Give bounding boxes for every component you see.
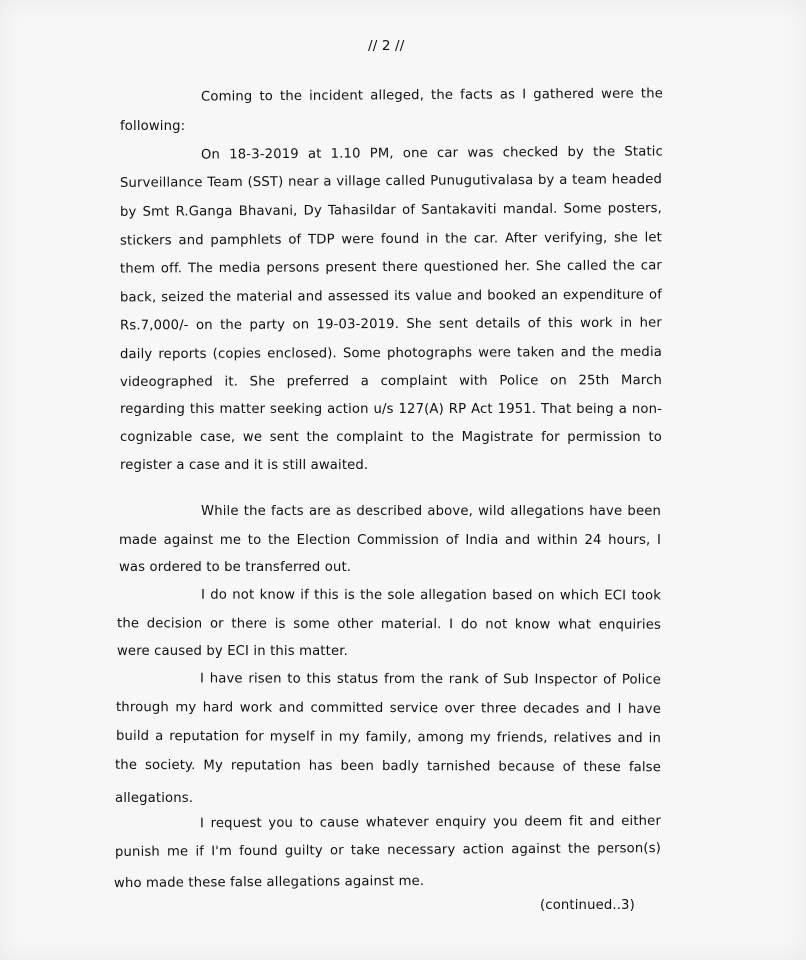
para4-line-4: the society. My reputation has been badly tarnished because of these false — [114, 757, 662, 776]
para1-line-12: register a case and it is still awaited. — [120, 458, 369, 473]
para4-line-2: through my hard work and committed service over three decades and I have — [115, 700, 662, 717]
para3-line-3: were caused by ECI in this matter. — [117, 644, 348, 659]
para1-line-11: cognizable case, we sent the complaint to the Magistrate for permission to — [120, 430, 662, 445]
para1-line-9: videographed it. She preferred a complaint with Police on 25th March — [119, 373, 663, 390]
para5-line-1: I request you to cause whatever enquiry you deem fit and either — [199, 813, 662, 832]
para2-line-1: While the facts are as described above, wild allegations have been — [201, 504, 661, 519]
para2-line-2: made against me to the Election Commission of India and within 24 hours, I — [119, 533, 661, 548]
para1-line-4: stickers and pamphlets of TDP were found in the car. After verifying, she let — [119, 230, 663, 249]
para1-line-7: Rs.7,000/- on the party on 19-03-2019. She sent details of this work in her — [119, 315, 663, 334]
para1-line-2: Surveillance Team (SST) near a village called Punugutivalasa by a team headed — [119, 172, 663, 191]
para1-line-8: daily reports (copies enclosed). Some photographs were taken and the media — [119, 344, 663, 363]
para5-line-3: who made these false allegations against me. — [113, 873, 425, 892]
para4-line-3: build a reputation for myself in my family, among my friends, relatives and in — [115, 728, 662, 747]
para5-line-2: punish me if I'm found guilty or take necessary action against the person(s) — [114, 841, 662, 860]
para2-line-3: was ordered to be transferred out. — [119, 560, 352, 575]
para1-line-1: On 18-3-2019 at 1.10 PM, one car was checked by the Static — [200, 144, 664, 163]
para4-line-5: allegations. — [115, 791, 194, 806]
intro-line-2: following: — [120, 119, 186, 134]
para3-line-1: I do not know if this is the sole allegation based on which ECI took — [200, 587, 662, 604]
para1-line-10: regarding this matter seeking action u/s 127(A) RP Act 1951. That being a non- — [120, 402, 662, 417]
para1-line-5: them off. The media persons present there questioned her. She called the car — [119, 258, 663, 277]
intro-line-1: Coming to the incident alleged, the facts as I gathered were the — [200, 86, 664, 105]
continued-note: (continued..3) — [540, 898, 635, 913]
para3-line-2: the decision or there is some other material. I do not know what enquiries — [116, 616, 662, 633]
para1-line-6: back, seized the material and assessed its value and booked an expenditure of — [119, 287, 663, 306]
para4-line-1: I have risen to this status from the rank of Sub Inspector of Police — [199, 671, 662, 688]
para1-line-3: by Smt R.Ganga Bhavani, Dy Tahasildar of Santakaviti mandal. Some posters, — [119, 201, 663, 220]
page-number: // 2 // — [368, 38, 405, 54]
